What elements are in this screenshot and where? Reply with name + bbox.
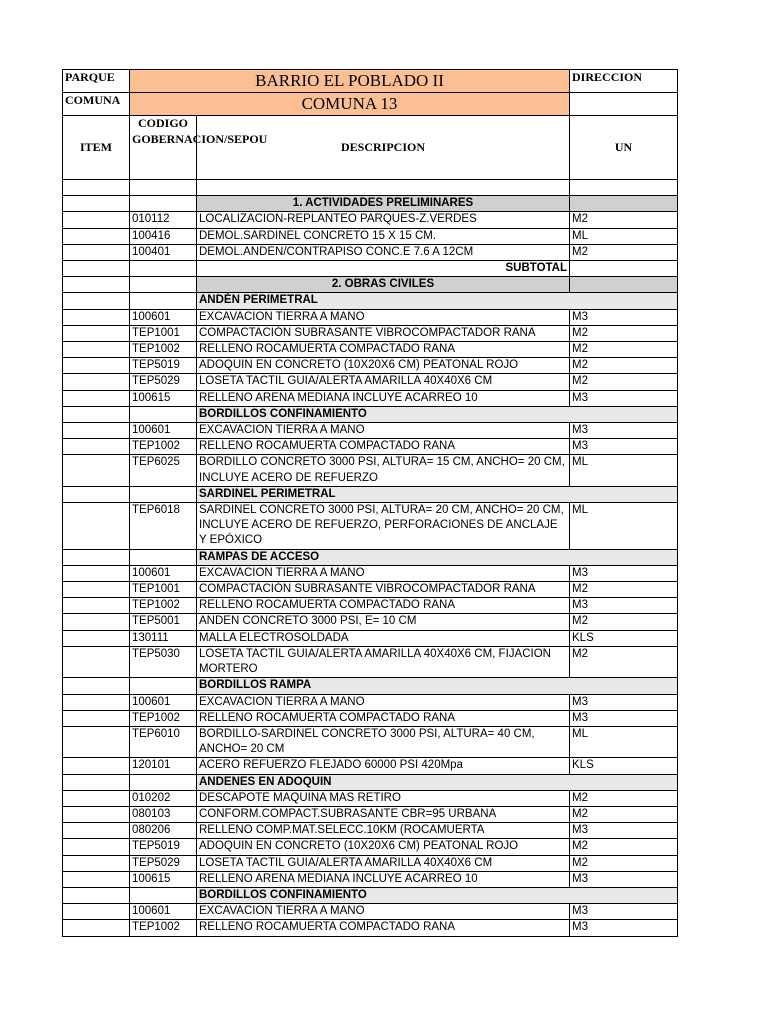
- item-cell: [63, 549, 130, 565]
- descripcion-column-header: DESCRIPCION: [197, 116, 570, 180]
- item-cell: [63, 710, 130, 726]
- code-cell: 100615: [130, 871, 197, 887]
- un-column-header: UN: [570, 116, 678, 180]
- item-cell: [63, 309, 130, 325]
- blank-cell: [130, 180, 197, 196]
- description-cell: RELLENO COMP.MAT.SELECC.10KM (ROCAMUERTA: [197, 823, 570, 839]
- code-cell: [130, 774, 197, 790]
- code-cell: 100416: [130, 228, 197, 244]
- item-cell: [63, 358, 130, 374]
- subsection-header-row: [63, 774, 678, 790]
- subsection-header-row: [63, 887, 678, 903]
- table-row: [63, 790, 678, 806]
- code-cell: TEP6018: [130, 503, 197, 550]
- table-row: [63, 423, 678, 439]
- description-cell: DEMOL.SARDINEL CONCRETO 15 X 15 CM.: [197, 228, 570, 244]
- unit-cell: M2: [570, 374, 678, 390]
- description-cell: ACERO REFUERZO FLEJADO 60000 PSI 420Mpa: [197, 758, 570, 774]
- code-cell: TEP5019: [130, 839, 197, 855]
- table-row: [63, 855, 678, 871]
- comuna-label: COMUNA: [63, 93, 130, 116]
- table-row: [63, 228, 678, 244]
- description-cell: MALLA ELECTROSOLDADA: [197, 630, 570, 646]
- unit-cell: M2: [570, 855, 678, 871]
- description-cell: SARDINEL CONCRETO 3000 PSI, ALTURA= 20 CM, ANCHO= 20 CM, INCLUYE ACERO DE REFUERZO, PERFORACIONES DE ANCLAJE Y EPÓXICO: [197, 503, 570, 550]
- item-cell: [63, 694, 130, 710]
- code-cell: [130, 486, 197, 502]
- item-cell: [63, 293, 130, 309]
- item-cell: [63, 614, 130, 630]
- unit-cell: M3: [570, 694, 678, 710]
- table-row: [63, 646, 678, 677]
- code-cell: 100601: [130, 904, 197, 920]
- item-cell: [63, 887, 130, 903]
- item-cell: [63, 423, 130, 439]
- header-row-comuna: [63, 93, 678, 116]
- unit-cell: M2: [570, 358, 678, 374]
- header-row-parque: [63, 70, 678, 93]
- unit-cell: M2: [570, 582, 678, 598]
- code-cell: TEP1002: [130, 598, 197, 614]
- section-title: 2. OBRAS CIVILES: [197, 277, 570, 293]
- direccion-value: [570, 93, 678, 116]
- unit-cell: M3: [570, 920, 678, 936]
- item-cell: [63, 678, 130, 694]
- item-cell: [63, 904, 130, 920]
- table-row: [63, 758, 678, 774]
- code-cell: 100601: [130, 565, 197, 581]
- item-cell: [63, 486, 130, 502]
- description-cell: EXCAVACION TIERRA A MANO: [197, 309, 570, 325]
- code-cell: TEP6025: [130, 455, 197, 486]
- item-cell: [63, 758, 130, 774]
- subsection-title: ANDENES EN ADOQUIN: [197, 774, 678, 790]
- description-cell: RELLENO ROCAMUERTA COMPACTADO RANA: [197, 920, 570, 936]
- item-cell: [63, 390, 130, 406]
- description-cell: EXCAVACION TIERRA A MANO: [197, 423, 570, 439]
- table-row: [63, 630, 678, 646]
- item-cell: [63, 228, 130, 244]
- code-cell: TEP1002: [130, 439, 197, 455]
- code-cell: TEP5029: [130, 374, 197, 390]
- item-cell: [63, 196, 130, 212]
- subtotal-row: [63, 261, 678, 277]
- table-row: [63, 565, 678, 581]
- table-row: [63, 358, 678, 374]
- code-cell: 100615: [130, 390, 197, 406]
- subsection-header-row: [63, 293, 678, 309]
- blank-cell: [63, 180, 130, 196]
- item-cell: [63, 920, 130, 936]
- parque-label: PARQUE: [63, 70, 130, 93]
- table-row: [63, 309, 678, 325]
- subsection-header-row: [63, 678, 678, 694]
- unit-cell: M2: [570, 342, 678, 358]
- code-cell: [130, 261, 197, 277]
- description-cell: LOSETA TACTIL GUIA/ALERTA AMARILLA 40X40X6 CM: [197, 374, 570, 390]
- item-cell: [63, 774, 130, 790]
- barrio-title: BARRIO EL POBLADO II: [130, 70, 570, 93]
- unit-cell: KLS: [570, 758, 678, 774]
- description-cell: COMPACTACIÓN SUBRASANTE VIBROCOMPACTADOR RANA: [197, 325, 570, 341]
- table-row: [63, 325, 678, 341]
- description-cell: EXCAVACION TIERRA A MANO: [197, 904, 570, 920]
- item-cell: [63, 806, 130, 822]
- unit-cell: ML: [570, 503, 678, 550]
- item-cell: [63, 790, 130, 806]
- subsection-header-row: [63, 486, 678, 502]
- code-cell: 100401: [130, 244, 197, 260]
- code-cell: 010202: [130, 790, 197, 806]
- item-cell: [63, 455, 130, 486]
- item-cell: [63, 503, 130, 550]
- subtotal-label: SUBTOTAL: [197, 261, 570, 277]
- direccion-label: DIRECCION: [570, 70, 678, 93]
- table-row: [63, 823, 678, 839]
- unit-cell: M3: [570, 565, 678, 581]
- code-cell: 080206: [130, 823, 197, 839]
- code-cell: [130, 293, 197, 309]
- description-cell: EXCAVACION TIERRA A MANO: [197, 565, 570, 581]
- subsection-title: RAMPAS DE ACCESO: [197, 549, 678, 565]
- table-row: [63, 455, 678, 486]
- item-cell: [63, 342, 130, 358]
- table-row: [63, 582, 678, 598]
- subsection-header-row: [63, 406, 678, 422]
- code-cell: TEP1002: [130, 710, 197, 726]
- item-cell: [63, 277, 130, 293]
- unit-cell: M2: [570, 790, 678, 806]
- description-cell: RELLENO ROCAMUERTA COMPACTADO RANA: [197, 598, 570, 614]
- subsection-title: BORDILLOS RAMPA: [197, 678, 678, 694]
- table-row: [63, 904, 678, 920]
- description-cell: DESCAPOTE MAQUINA MAS RETIRO: [197, 790, 570, 806]
- code-cell: 100601: [130, 423, 197, 439]
- description-cell: EXCAVACION TIERRA A MANO: [197, 694, 570, 710]
- item-cell: [63, 871, 130, 887]
- item-cell: [63, 439, 130, 455]
- subsection-title: ANDÉN PERIMETRAL: [197, 293, 678, 309]
- unit-cell: KLS: [570, 630, 678, 646]
- blank-row: [63, 180, 678, 196]
- code-cell: [130, 277, 197, 293]
- description-cell: LOSETA TACTIL GUIA/ALERTA AMARILLA 40X40X6 CM: [197, 855, 570, 871]
- column-header-row: [63, 116, 678, 180]
- table-row: [63, 342, 678, 358]
- unit-cell: M2: [570, 806, 678, 822]
- code-cell: [130, 887, 197, 903]
- description-cell: LOSETA TACTIL GUIA/ALERTA AMARILLA 40X40X6 CM, FIJACION MORTERO: [197, 646, 570, 677]
- item-cell: [63, 598, 130, 614]
- description-cell: RELLENO ARENA MEDIANA INCLUYE ACARREO 10: [197, 871, 570, 887]
- item-cell: [63, 582, 130, 598]
- unit-cell: M3: [570, 439, 678, 455]
- unit-cell: M3: [570, 423, 678, 439]
- description-cell: LOCALIZACION-REPLANTEO PARQUES-Z.VERDES: [197, 212, 570, 228]
- unit-cell: ML: [570, 455, 678, 486]
- subsection-header-row: [63, 549, 678, 565]
- item-cell: [63, 823, 130, 839]
- description-cell: ADOQUIN EN CONCRETO (10X20X6 CM) PEATONAL ROJO: [197, 839, 570, 855]
- description-cell: RELLENO ARENA MEDIANA INCLUYE ACARREO 10: [197, 390, 570, 406]
- item-cell: [63, 261, 130, 277]
- table-row: [63, 694, 678, 710]
- code-cell: TEP1002: [130, 342, 197, 358]
- table-row: [63, 244, 678, 260]
- code-cell: [130, 196, 197, 212]
- item-cell: [63, 406, 130, 422]
- item-cell: [63, 565, 130, 581]
- table-row: [63, 374, 678, 390]
- unit-cell: M3: [570, 871, 678, 887]
- code-cell: TEP6010: [130, 726, 197, 757]
- description-cell: RELLENO ROCAMUERTA COMPACTADO RANA: [197, 342, 570, 358]
- unit-cell: M3: [570, 390, 678, 406]
- codigo-column-header: CODIGO GOBERNACION/SEPOU: [130, 116, 197, 180]
- unit-cell: M3: [570, 823, 678, 839]
- code-cell: 100601: [130, 309, 197, 325]
- table-row: [63, 871, 678, 887]
- unit-cell: M2: [570, 212, 678, 228]
- unit-cell: M2: [570, 839, 678, 855]
- item-column-header: ITEM: [63, 116, 130, 180]
- table-row: [63, 920, 678, 936]
- code-cell: 080103: [130, 806, 197, 822]
- subsection-title: BORDILLOS CONFINAMIENTO: [197, 406, 678, 422]
- description-cell: CONFORM.COMPACT.SUBRASANTE CBR=95 URBANA: [197, 806, 570, 822]
- table-row: [63, 614, 678, 630]
- unit-cell: ML: [570, 726, 678, 757]
- item-cell: [63, 855, 130, 871]
- table-row: [63, 439, 678, 455]
- unit-cell: M2: [570, 244, 678, 260]
- subtotal-value: [570, 261, 678, 277]
- code-cell: [130, 406, 197, 422]
- code-cell: [130, 549, 197, 565]
- description-cell: RELLENO ROCAMUERTA COMPACTADO RANA: [197, 439, 570, 455]
- item-cell: [63, 212, 130, 228]
- code-cell: 010112: [130, 212, 197, 228]
- description-cell: BORDILLO CONCRETO 3000 PSI, ALTURA= 15 CM, ANCHO= 20 CM, INCLUYE ACERO DE REFUERZO: [197, 455, 570, 486]
- description-cell: COMPACTACIÓN SUBRASANTE VIBROCOMPACTADOR RANA: [197, 582, 570, 598]
- unit-cell: [570, 277, 678, 293]
- section-header-row: [63, 277, 678, 293]
- code-cell: 130111: [130, 630, 197, 646]
- unit-cell: ML: [570, 228, 678, 244]
- blank-cell: [197, 180, 570, 196]
- description-cell: BORDILLO-SARDINEL CONCRETO 3000 PSI, ALTURA= 40 CM, ANCHO= 20 CM: [197, 726, 570, 757]
- code-cell: TEP1001: [130, 582, 197, 598]
- item-cell: [63, 726, 130, 757]
- item-cell: [63, 839, 130, 855]
- unit-cell: M2: [570, 646, 678, 677]
- item-cell: [63, 630, 130, 646]
- table-row: [63, 503, 678, 550]
- table-row: [63, 806, 678, 822]
- subsection-title: BORDILLOS CONFINAMIENTO: [197, 887, 678, 903]
- section-title: 1. ACTIVIDADES PRELIMINARES: [197, 196, 570, 212]
- blank-cell: [570, 180, 678, 196]
- code-cell: TEP1002: [130, 920, 197, 936]
- table-row: [63, 726, 678, 757]
- unit-cell: M2: [570, 614, 678, 630]
- item-cell: [63, 244, 130, 260]
- code-cell: TEP5029: [130, 855, 197, 871]
- table-row: [63, 390, 678, 406]
- code-cell: TEP1001: [130, 325, 197, 341]
- table-row: [63, 839, 678, 855]
- description-cell: ADOQUIN EN CONCRETO (10X20X6 CM) PEATONAL ROJO: [197, 358, 570, 374]
- code-cell: 100601: [130, 694, 197, 710]
- code-cell: TEP5030: [130, 646, 197, 677]
- description-cell: RELLENO ROCAMUERTA COMPACTADO RANA: [197, 710, 570, 726]
- description-cell: ANDEN CONCRETO 3000 PSI, E= 10 CM: [197, 614, 570, 630]
- item-cell: [63, 646, 130, 677]
- code-cell: 120101: [130, 758, 197, 774]
- unit-cell: M2: [570, 325, 678, 341]
- description-cell: DEMOL.ANDEN/CONTRAPISO CONC.E 7.6 A 12CM: [197, 244, 570, 260]
- item-cell: [63, 325, 130, 341]
- table-row: [63, 710, 678, 726]
- unit-cell: M3: [570, 309, 678, 325]
- code-cell: TEP5001: [130, 614, 197, 630]
- subsection-title: SARDINEL PERIMETRAL: [197, 486, 678, 502]
- unit-cell: M3: [570, 904, 678, 920]
- table-row: [63, 212, 678, 228]
- unit-cell: M3: [570, 598, 678, 614]
- code-cell: [130, 678, 197, 694]
- section-header-row: [63, 196, 678, 212]
- comuna-title: COMUNA 13: [130, 93, 570, 116]
- code-cell: TEP5019: [130, 358, 197, 374]
- item-cell: [63, 374, 130, 390]
- table-row: [63, 598, 678, 614]
- unit-cell: [570, 196, 678, 212]
- unit-cell: M3: [570, 710, 678, 726]
- budget-table: [62, 69, 678, 937]
